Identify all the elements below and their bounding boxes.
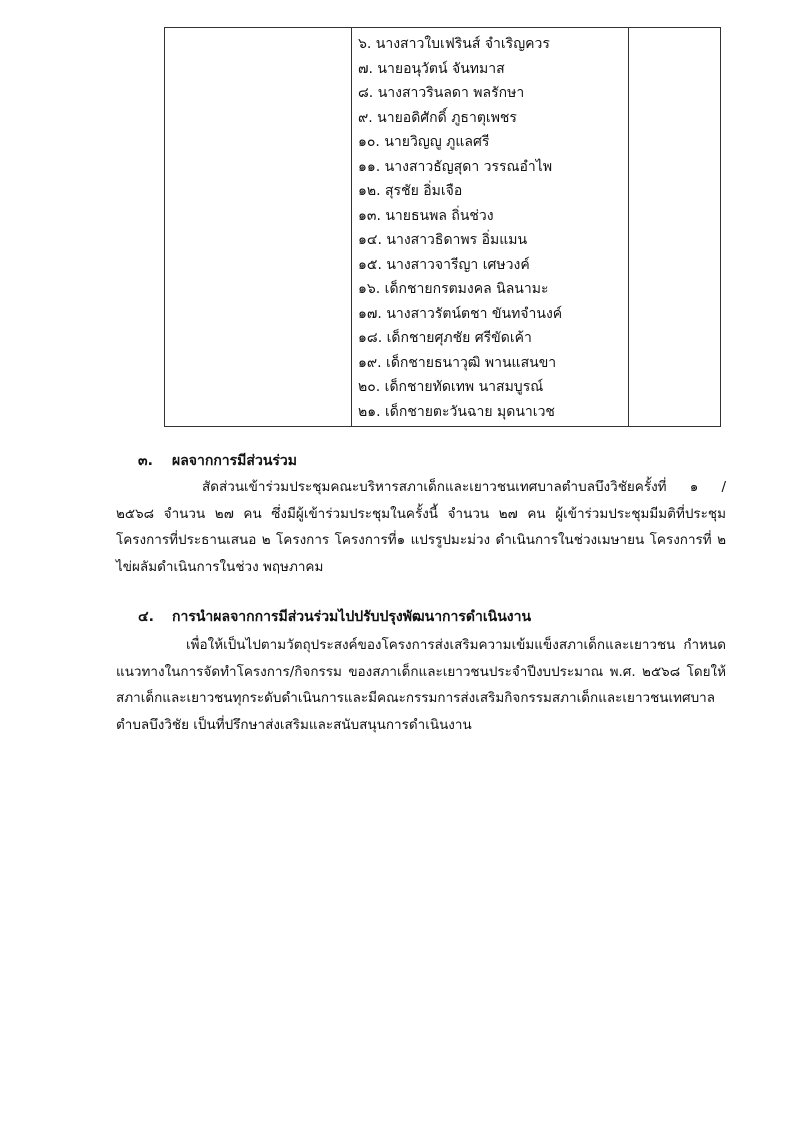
section-heading [116, 450, 726, 472]
list-item: ๘. นางสาวรินลดา พลรักษา [358, 85, 525, 101]
list-item: ๑๗. นางสาวรัตน์ตชา ขันทจำนงค์ [358, 305, 563, 322]
list-item: ๑๐. นายวิญญู ภูแลศรี [358, 134, 490, 150]
section-body: เพื่อให้เป็นไปตามวัตถุประสงค์ของโครงการส่งเสริมความเข้มแข็งสภาเด็กและเยาวชน กำหนดแนวทางในการจัดทำโครงการ/กิจกรรม ของสภาเด็กและเยาวชนประจำปีงบประมาณ พ.ศ. ๒๕๖๘ โดยให้สภาเด็กและเยาวชนทุกระดับดำเนินการและมีคณะกรรมการส่งเสริมกิจกรรมสภาเด็กและเยาวชนเทศบาลตำบลบึงวิชัย เป็นที่ปรึกษาส่งเสริมและสนับสนุนการดำเนินงาน [116, 637, 726, 733]
list-item: ๑๙. เด็กชายธนาวุฒิ พานแสนขา [358, 354, 557, 371]
empty-cell [629, 28, 721, 427]
list-item: ๑๘. เด็กชายศุภชัย ศรีขัดเค้า [358, 330, 532, 346]
section-title: ผลจากการมีส่วนร่วม [172, 453, 297, 469]
list-item: ๑๑. นางสาวธัญสุดา วรรณอำไพ [358, 158, 553, 175]
section-improvement [116, 606, 726, 738]
section-number: ๔. [138, 609, 154, 625]
list-item: ๑๓. นายธนพล ถิ่นช่วง [358, 207, 494, 224]
list-item: ๙. นายอดิศักดิ์ ภูธาตุเพชร [358, 109, 517, 126]
list-item: ๖. นางสาวใบเฟรินส์ จำเริญควร [358, 36, 550, 52]
list-item: ๑๔. นางสาวธิดาพร อิ่มแมน [358, 232, 528, 248]
section-heading [116, 606, 726, 628]
list-item: ๗. นายอนุวัตน์ จันทมาส [358, 60, 505, 77]
attendee-names-cell [352, 28, 629, 427]
list-item: ๑๕. นางสาวจารีญา เศษวงค์ [358, 256, 530, 273]
section-participation-results [116, 450, 726, 580]
list-item: ๑๖. เด็กชายกรตมงคล นิลนามะ [358, 281, 549, 297]
list-item: ๑๒. สุรชัย อิ่มเจือ [358, 183, 463, 199]
attendees-table [164, 27, 721, 427]
section-number: ๓. [138, 453, 153, 469]
empty-cell [165, 28, 352, 427]
attendee-list [352, 28, 628, 426]
section-title: การนำผลจากการมีส่วนร่วมไปปรับปรุงพัฒนาการดำเนินงาน [172, 609, 532, 625]
list-item: ๒๑. เด็กชายตะวันฉาย มุดนาเวช [358, 403, 555, 420]
section-body: สัดส่วนเข้าร่วมประชุมคณะบริหารสภาเด็กและเยาวชนเทศบาลตำบลบึงวิชัยครั้งที่ ๑ / ๒๕๖๘ จำนวน ๒๗ คน ซึ่งมีผู้เข้าร่วมประชุมในครั้งนี้ จำนวน ๒๗ คน ผู้เข้าร่วมประชุมมีมติที่ประชุมโครงการที่ประธานเสนอ ๒ โครงการ โครงการที่๑ แปรรูปมะม่วง ดำเนินการในช่วงเมษายน โครงการที่ ๒ ไข่ผลัมดำเนินการในช่วง พฤษภาคม [116, 479, 726, 575]
list-item: ๒๐. เด็กชายทัดเทพ นาสมบูรณ์ [358, 379, 544, 395]
table-row [165, 28, 721, 427]
